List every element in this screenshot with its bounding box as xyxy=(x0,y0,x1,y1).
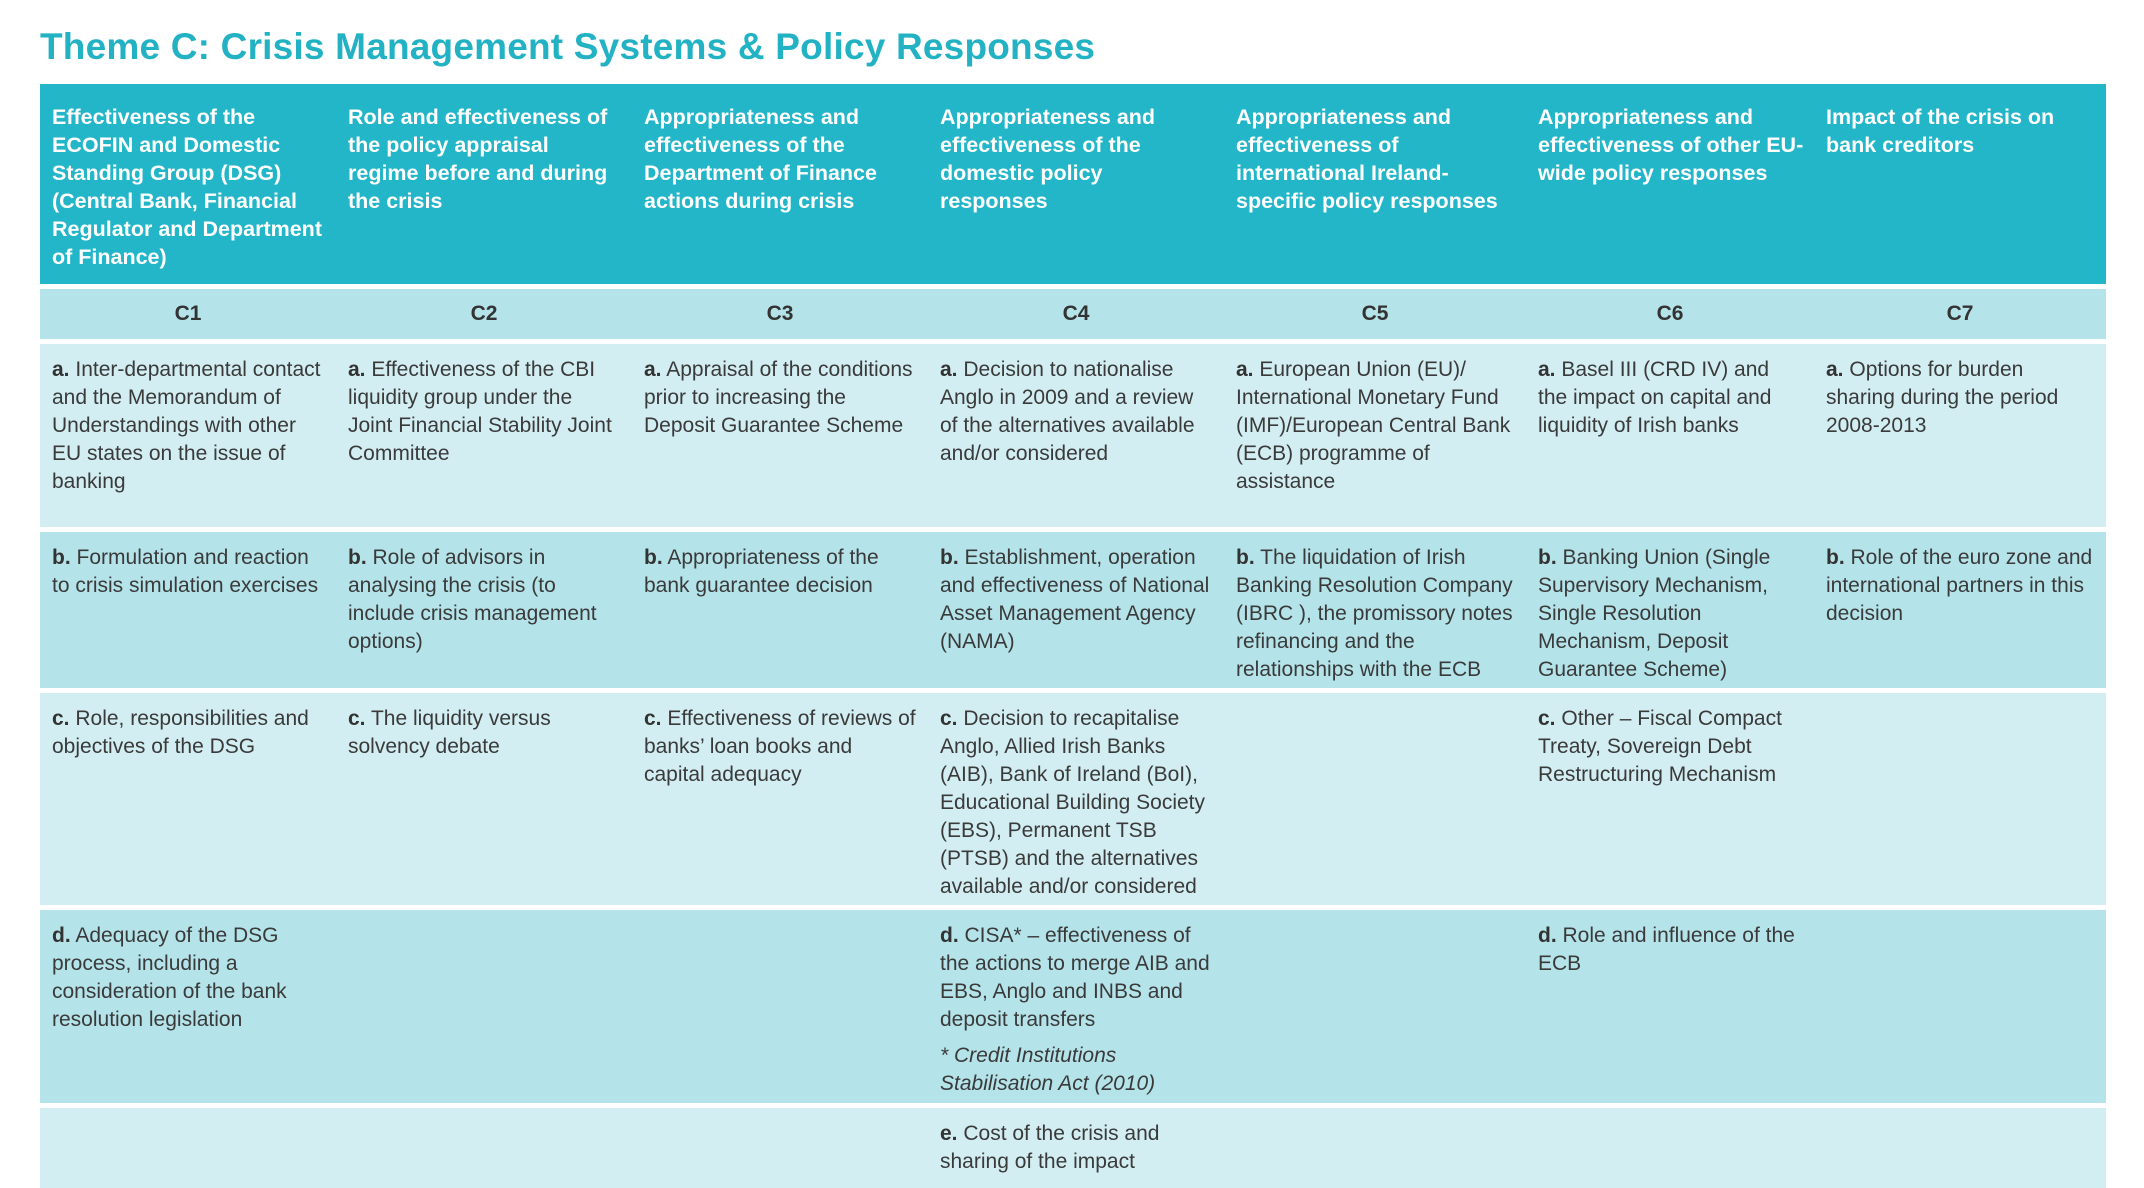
column-header: Impact of the crisis on bank creditors xyxy=(1814,84,2106,284)
table-cell xyxy=(632,532,928,688)
table-cell xyxy=(1224,532,1526,688)
table-cell xyxy=(1526,693,1814,905)
table-cell xyxy=(1814,910,2106,1103)
item-text: Basel III (CRD IV) and the impact on capital and liquidity of Irish banks xyxy=(1538,358,1772,437)
table-cell xyxy=(1526,532,1814,688)
column-code: C2 xyxy=(336,289,632,339)
item-text: The liquidation of Irish Banking Resolution Company (IBRC ), the promissory notes refinancing and the relationships with the ECB xyxy=(1236,546,1513,681)
item-letter: b. xyxy=(348,546,367,569)
table-cell xyxy=(336,344,632,527)
item-letter: d. xyxy=(52,924,71,947)
item-text: The liquidity versus solvency debate xyxy=(348,707,551,758)
item-letter: a. xyxy=(940,358,958,381)
item-text: Other – Fiscal Compact Treaty, Sovereign Debt Restructuring Mechanism xyxy=(1538,707,1782,786)
column-header: Appropriateness and effectiveness of other EU-wide policy responses xyxy=(1526,84,1814,284)
column-header: Appropriateness and effectiveness of the Department of Finance actions during crisis xyxy=(632,84,928,284)
column-code: C5 xyxy=(1224,289,1526,339)
item-letter: a. xyxy=(1826,358,1844,381)
table-cell xyxy=(1224,344,1526,527)
table-cell xyxy=(336,693,632,905)
item-letter: b. xyxy=(1826,546,1845,569)
item-text: Inter-departmental contact and the Memorandum of Understandings with other EU states on the issue of banking xyxy=(52,358,321,493)
item-text: Banking Union (Single Supervisory Mechanism, Single Resolution Mechanism, Deposit Guarantee Scheme) xyxy=(1538,546,1771,681)
item-letter: a. xyxy=(644,358,662,381)
item-letter: d. xyxy=(1538,924,1557,947)
table-cell xyxy=(928,532,1224,688)
item-letter: b. xyxy=(644,546,663,569)
table-cell xyxy=(336,910,632,1103)
page-title: Theme C: Crisis Management Systems & Policy Responses xyxy=(40,26,1096,67)
table-cell xyxy=(40,344,336,527)
item-text: Appropriateness of the bank guarantee decision xyxy=(644,546,879,597)
item-text: Formulation and reaction to crisis simulation exercises xyxy=(52,546,319,597)
table-cell xyxy=(1814,693,2106,905)
column-header: Appropriateness and effectiveness of the domestic policy responses xyxy=(928,84,1224,284)
table-cell xyxy=(40,1108,336,1188)
table-cell xyxy=(928,693,1224,905)
column-code: C1 xyxy=(40,289,336,339)
column-header: Effectiveness of the ECOFIN and Domestic Standing Group (DSG) (Central Bank, Financial Regulator and Department of Finance) xyxy=(40,84,336,284)
item-text: Options for burden sharing during the period 2008-2013 xyxy=(1826,358,2059,437)
column-code: C6 xyxy=(1526,289,1814,339)
item-text: Decision to nationalise Anglo in 2009 and a review of the alternatives available and/or considered xyxy=(940,358,1195,465)
item-text: Effectiveness of reviews of banks’ loan books and capital adequacy xyxy=(644,707,916,786)
table-cell xyxy=(1814,532,2106,688)
item-letter: a. xyxy=(348,358,366,381)
item-letter: a. xyxy=(1236,358,1254,381)
item-letter: b. xyxy=(52,546,71,569)
item-letter: c. xyxy=(348,707,366,730)
table-cell xyxy=(336,532,632,688)
theme-table xyxy=(40,84,2106,1188)
item-letter: c. xyxy=(940,707,958,730)
table-cell xyxy=(40,693,336,905)
table-cell xyxy=(336,1108,632,1188)
table-cell xyxy=(1224,693,1526,905)
column-header: Appropriateness and effectiveness of international Ireland-specific policy responses xyxy=(1224,84,1526,284)
item-letter: c. xyxy=(1538,707,1556,730)
footnote: * Credit Institutions Stabilisation Act (2010) xyxy=(940,1044,1156,1095)
column-code: C3 xyxy=(632,289,928,339)
table-cell xyxy=(1224,910,1526,1103)
table-cell xyxy=(928,1108,1224,1188)
table-cell xyxy=(1814,344,2106,527)
item-text: Cost of the crisis and sharing of the impact xyxy=(940,1122,1160,1173)
table-cell xyxy=(1526,344,1814,527)
table-cell xyxy=(1224,1108,1526,1188)
item-text: Appraisal of the conditions prior to increasing the Deposit Guarantee Scheme xyxy=(644,358,913,437)
item-text: Adequacy of the DSG process, including a consideration of the bank resolution legislation xyxy=(52,924,287,1031)
table-cell xyxy=(928,344,1224,527)
item-letter: e. xyxy=(940,1122,958,1145)
item-letter: b. xyxy=(1538,546,1557,569)
item-letter: b. xyxy=(940,546,959,569)
table-cell xyxy=(632,1108,928,1188)
table-cell xyxy=(1526,910,1814,1103)
item-text: Role of advisors in analysing the crisis (to include crisis management options) xyxy=(348,546,597,653)
item-letter: a. xyxy=(1538,358,1556,381)
table-cell xyxy=(928,910,1224,1103)
item-text: Decision to recapitalise Anglo, Allied Irish Banks (AIB), Bank of Ireland (BoI), Educational Building Society (EBS), Permanent TSB (PTSB) and the alternatives available and/or considered xyxy=(940,707,1206,898)
item-letter: a. xyxy=(52,358,70,381)
column-code: C7 xyxy=(1814,289,2106,339)
item-letter: c. xyxy=(644,707,662,730)
item-text: European Union (EU)/ International Monetary Fund (IMF)/European Central Bank (ECB) programme of assistance xyxy=(1236,358,1511,493)
item-text: Role, responsibilities and objectives of the DSG xyxy=(52,707,309,758)
table-cell xyxy=(632,910,928,1103)
item-letter: d. xyxy=(940,924,959,947)
table-cell xyxy=(632,693,928,905)
column-code: C4 xyxy=(928,289,1224,339)
table-cell xyxy=(1526,1108,1814,1188)
item-letter: b. xyxy=(1236,546,1255,569)
item-text: Effectiveness of the CBI liquidity group under the Joint Financial Stability Joint Committee xyxy=(348,358,612,465)
column-header: Role and effectiveness of the policy appraisal regime before and during the crisis xyxy=(336,84,632,284)
table-cell xyxy=(1814,1108,2106,1188)
item-text: Role and influence of the ECB xyxy=(1538,924,1795,975)
table-cell xyxy=(40,532,336,688)
item-text: Role of the euro zone and international partners in this decision xyxy=(1826,546,2093,625)
table-cell xyxy=(632,344,928,527)
item-letter: c. xyxy=(52,707,70,730)
table-cell xyxy=(40,910,336,1103)
item-text: CISA* – effectiveness of the actions to merge AIB and EBS, Anglo and INBS and deposit transfers xyxy=(940,924,1210,1031)
item-text: Establishment, operation and effectiveness of National Asset Management Agency (NAMA) xyxy=(940,546,1210,653)
